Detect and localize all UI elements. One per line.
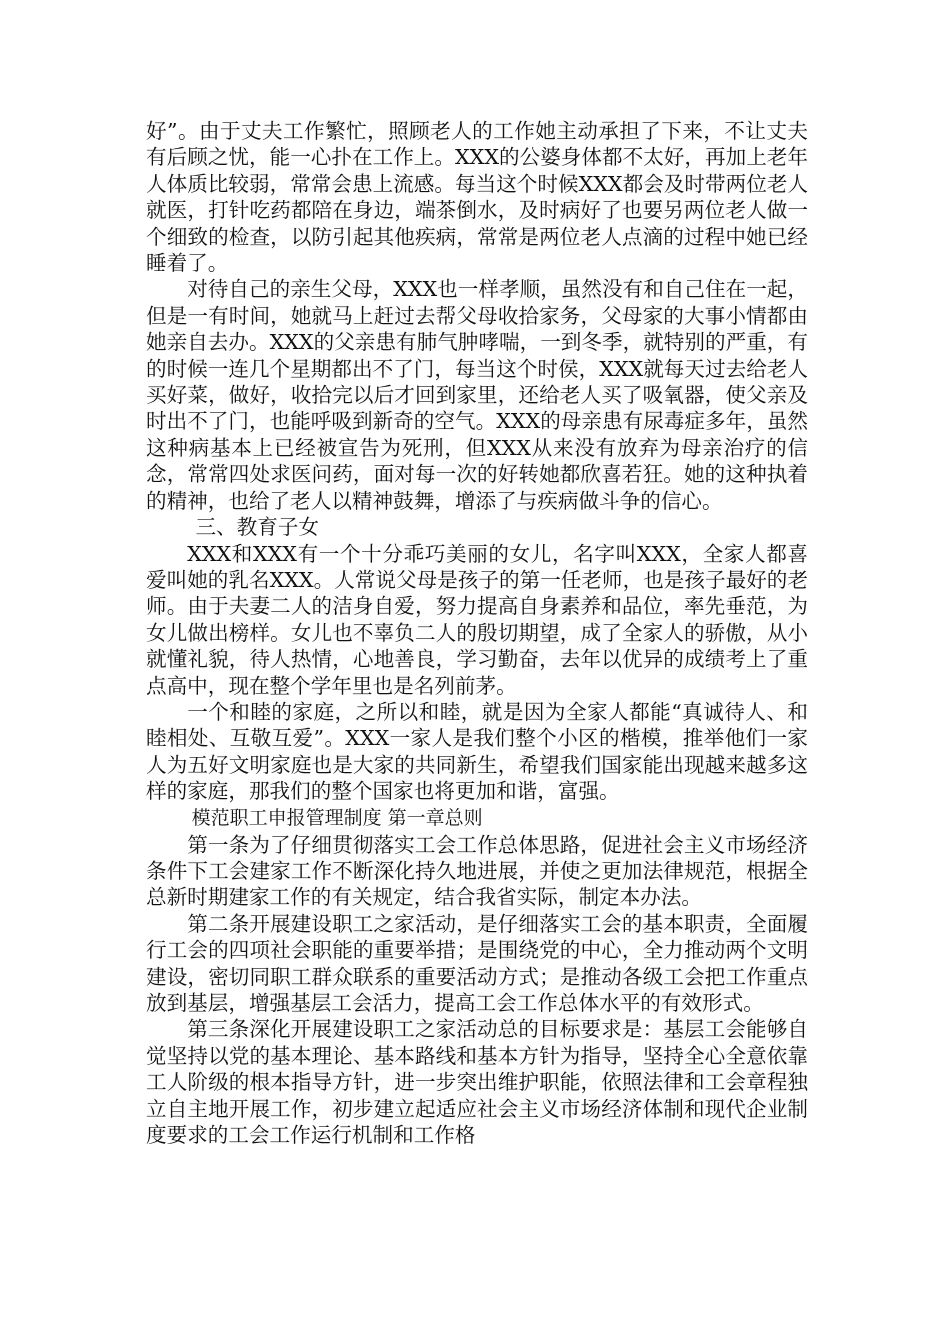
- paragraph-article-3: 第三条深化开展建设职工之家活动总的目标要求是：基层工会能够自觉坚持以党的基本理论、基本路线和基本方针为指导，坚持全心全意依靠工人阶级的根本指导方针，进一步突出维护职能，依照法律和工会章程独立自主地开展工作，初步建立起适应社会主义市场经济体制和现代企业制度要求的工会工作运行机制和工作格: [146, 1017, 808, 1148]
- regulation-title: 模范职工申报管理制度 第一章总则: [191, 806, 483, 829]
- section-heading-education: 三、教育子女: [195, 515, 319, 540]
- paragraph-daughter: XXX和XXX有一个十分乖巧美丽的女儿，名字叫XXX，全家人都喜爱叫她的乳名XXX。人常说父母是孩子的第一任老师，也是孩子最好的老师。由于夫妻二人的洁身自爱，努力提高自身素养和品位，率先垂范，为女儿做出榜样。女儿也不辜负二人的殷切期望，成了全家人的骄傲，从小就懂礼貌，待人热情，心地善良，学习勤奋，去年以优异的成绩考上了重点高中，现在整个学年里也是名列前茅。: [146, 541, 808, 698]
- paragraph-harmony: 一个和睦的家庭，之所以和睦，就是因为全家人都能“真诚待人、和睦相处、互敬互爱”。XXX一家人是我们整个小区的楷模，推举他们一家人为五好文明家庭也是大家的共同新生，希望我们国家能出现越来越多这样的家庭，那我们的整个国家也将更加和谐，富强。: [146, 699, 808, 804]
- paragraph-article-2: 第二条开展建设职工之家活动，是仔细落实工会的基本职责，全面履行工会的四项社会职能的重要举措；是围绕党的中心，全力推动两个文明建设，密切同职工群众联系的重要活动方式；是推动各级工会把工作重点放到基层，增强基层工会活力，提高工会工作总体水平的有效形式。: [146, 911, 808, 1015]
- paragraph-filial-continued: 好”。由于丈夫工作繁忙，照顾老人的工作她主动承担了下来，不让丈夫有后顾之忧，能一心扑在工作上。XXX的公婆身体都不太好，再加上老年人体质比较弱，常常会患上流感。每当这个时候XXX都会及时带两位老人就医，打针吃药都陪在身边，端茶倒水，及时病好了也要另两位老人做一个细致的检查，以防引起其他疾病，常常是两位老人点滴的过程中她已经睡着了。: [146, 119, 808, 276]
- paragraph-article-1: 第一条为了仔细贯彻落实工会工作总体思路，促进社会主义市场经济条件下工会建家工作不断深化持久地进展，并使之更加法律规范，根据全总新时期建家工作的有关规定，结合我省实际，制定本办法。: [146, 832, 808, 910]
- document-body: [146, 118, 808, 1148]
- paragraph-own-parents: 对待自己的亲生父母，XXX也一样孝顺，虽然没有和自己住在一起，但是一有时间，她就马上赶过去帮父母收拾家务，父母家的大事小情都由她亲自去办。XXX的父亲患有肺气肿哮喘，一到冬季，就特别的严重，有的时候一连几个星期都出不了门，每当这个时侯，XXX就每天过去给老人买好菜，做好，收拾完以后才回到家里，还给老人买了吸氧器，使父亲及时出不了门，也能呼吸到新奇的空气。XXX的母亲患有尿毒症多年，虽然这种病基本上已经被宣告为死刑，但XXX从来没有放弃为母亲治疗的信念，常常四处求医问药，面对每一次的好转她都欣喜若狂。她的这种执着的精神，也给了老人以精神鼓舞，增添了与疾病做斗争的信心。: [146, 277, 808, 513]
